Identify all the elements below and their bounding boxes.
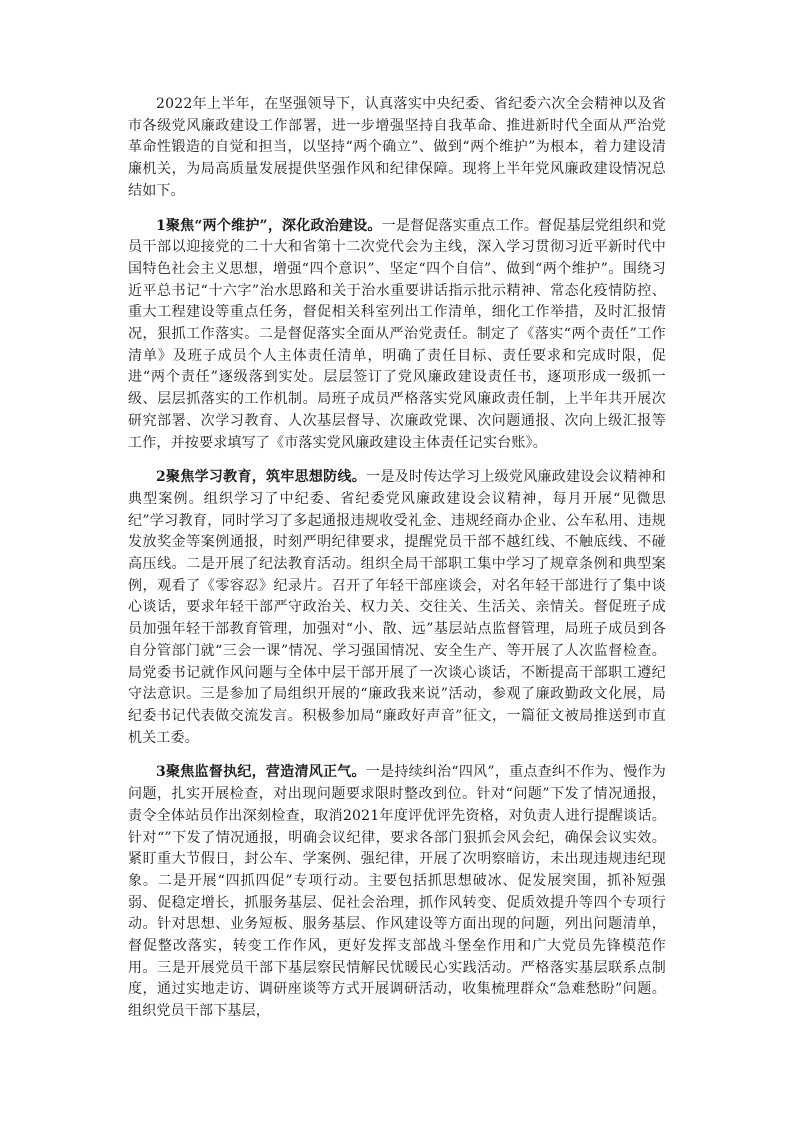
section-heading-2: 2聚焦学习教育，筑牢思想防线。 <box>156 469 367 486</box>
document-body <box>128 94 666 1036</box>
intro-paragraph: 2022年上半年，在坚强领导下，认真落实中央纪委、省纪委六次全会精神以及省市各级党风廉政建设工作部署，进一步增强坚持自我革命、推进新时代全面从严治党革命性锻造的自觉和担当，以坚持“两个确立”、做到“两个维护”为根本，着力建设清廉机关，为局高质量发展提供坚强作风和纪律保障。现将上半年党风廉政建设情况总结如下。 <box>128 96 666 199</box>
section-heading-1: 1聚焦“两个维护”，深化政治建设。 <box>156 217 382 234</box>
section-paragraph-1 <box>128 216 666 455</box>
section-body-2: 一是及时传达学习上级党风廉政建设会议精神和典型案例。组织学习了中纪委、省纪委党风廉政建设会议精神，每月开展“见微思纪”学习教育，同时学习了多起通报违规收受礼金、违规经商办企业、公车私用、违规发放奖金等案例通报，时刻严明纪律要求，提醒党员干部不越红线、不触底线、不碰高压线。二是开展了纪法教育活动。组织全局干部职工集中学习了规章条例和典型案例，观看了《零容忍》纪录片。召开了年轻干部座谈会，对名年轻干部进行了集中谈心谈话，要求年轻干部严守政治关、权力关、交往关、生活关、亲情关。督促班子成员加强年轻干部教育管理，加强对“小、散、远”基层站点监督管理，局班子成员到各自分管部门就“三会一课”情况、学习强国情况、安全生产、等开展了人次监督检查。局党委书记就作风问题与全体中层干部开展了一次谈心谈话，不断提高干部职工遵纪守法意识。三是参加了局组织开展的“廉政我来说”活动，参观了廉政勤政文化展，局纪委书记代表做交流发言。积极参加局“廉政好声音”征文，一篇征文被局推送到市直机关工委。 <box>128 469 666 746</box>
section-body-3: 一是持续纠治“四风”，重点查纠不作为、慢作为问题，扎实开展检查，对出现问题要求限时整改到位。针对“问题”下发了情况通报，责令全体站员作出深刻检查，取消2021年度评优评先资格，对负责人进行提醒谈话。针对“”下发了情况通报，明确会议纪律，要求各部门狠抓会风会纪，确保会议实效。紧盯重大节假日，封公车、学案例、强纪律，开展了次明察暗访，未出现违规违纪现象。二是开展“四抓四促”专项行动。主要包括抓思想破冰、促发展突围，抓补短强弱、促稳定增长，抓服务基层、促社会治理，抓作风转变、促质效提升等四个专项行动。针对思想、业务短板、服务基层、作风建设等方面出现的问题，列出问题清单，督促整改落实，转变工作作风，更好发挥支部战斗堡垒作用和广大党员先锋模范作用。三是开展党员干部下基层察民情解民忧暖民心实践活动。严格落实基层联系点制度，通过实地走访、调研座谈等方式开展调研活动，收集梳理群众“急难愁盼”问题。组织党员干部下基层， <box>128 764 666 1020</box>
section-body-1: 一是督促落实重点工作。督促基层党组织和党员干部以迎接党的二十大和省第十二次党代会为主线，深入学习贯彻习近平新时代中国特色社会主义思想，增强“四个意识”、坚定“四个自信”、做到“两个维护”。围绕习近平总书记“十六字”治水思路和关于治水重要讲话指示批示精神、常态化疫情防控、重大工程建设等重点任务，督促相关科室列出工作清单，细化工作举措，及时汇报情况，狠抓工作落实。二是督促落实全面从严治党责任。制定了《落实“两个责任”工作清单》及班子成员个人主体责任清单，明确了责任目标、责任要求和完成时限，促进“两个责任”逐级落到实处。层层签订了党风廉政建设责任书，逐项形成一级抓一级、层层抓落实的工作机制。局班子成员严格落实党风廉政责任制，上半年共开展次研究部署、次学习教育、人次基层督导、次廉政党课、次问题通报、次向上级汇报等工作，并按要求填写了《市落实党风廉政建设主体责任记实台账》。 <box>128 217 667 451</box>
section-heading-3: 3聚焦监督执纪，营造清风正气。 <box>156 764 366 781</box>
section-paragraph-2 <box>128 467 666 749</box>
section-paragraph-3 <box>128 762 666 1022</box>
